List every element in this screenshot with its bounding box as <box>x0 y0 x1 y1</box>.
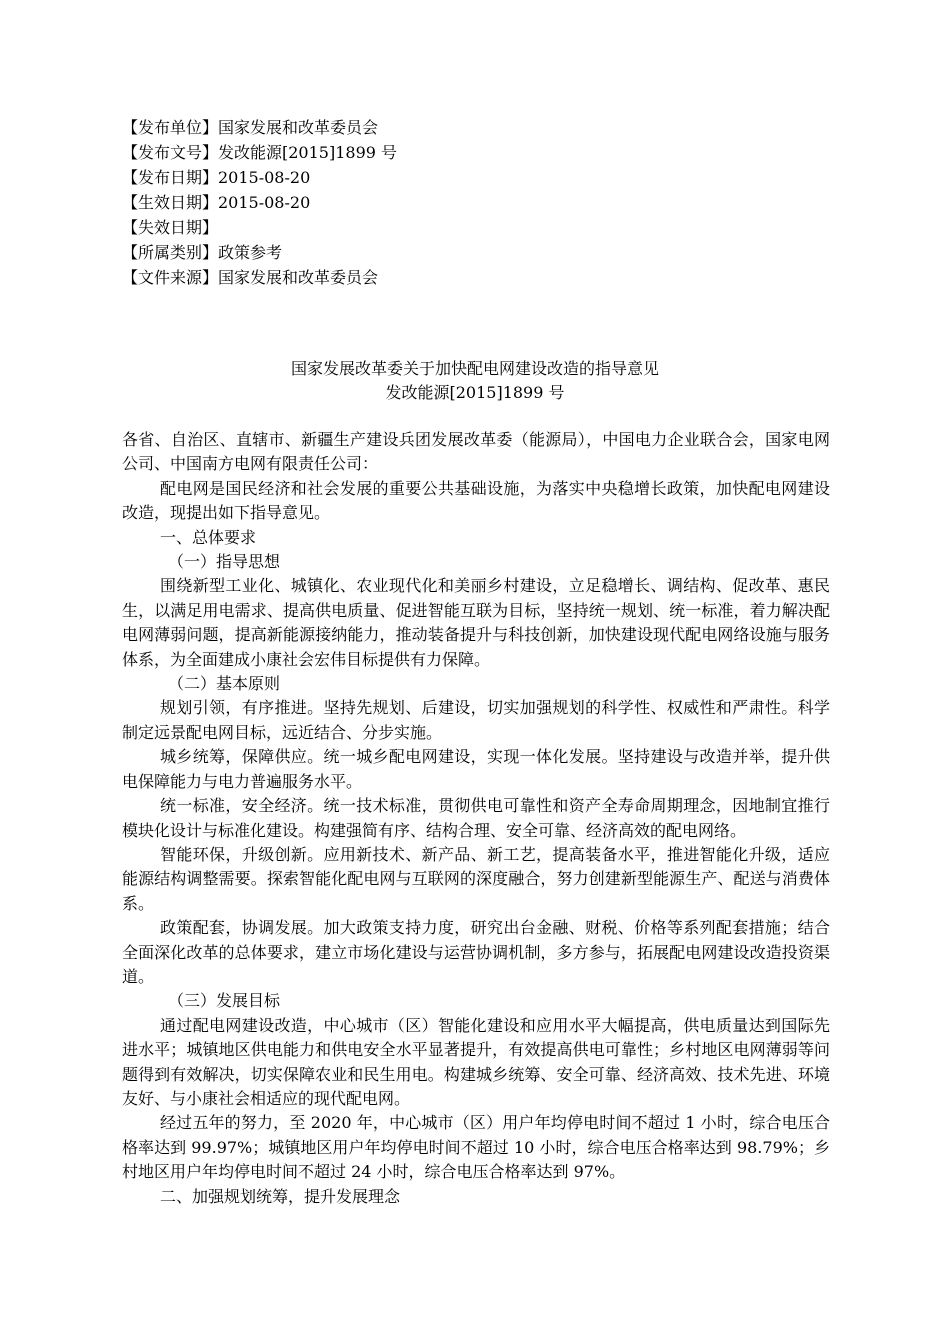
document-title-block <box>0 357 950 405</box>
subsection-heading-2: （二）基本原则 <box>168 674 281 694</box>
document-body <box>122 428 830 1209</box>
meta-source: 【文件来源】国家发展和改革委员会 <box>122 268 379 287</box>
paragraph-principle-3: 统一标准，安全经济。统一技术标准，贯彻供电可靠性和资产全寿命周期理念，因地制宜推行模块化设计与标准化建设。构建强简有序、结构合理、安全可靠、经济高效的配电网络。 <box>122 796 830 840</box>
paragraph-principle-2: 城乡统筹，保障供应。统一城乡配电网建设，实现一体化发展。坚持建设与改造并举，提升供电保障能力与电力普遍服务水平。 <box>122 747 830 791</box>
meta-category: 【所属类别】政策参考 <box>122 243 283 262</box>
paragraph-goals-2: 经过五年的努力，至 2020 年，中心城市（区）用户年均停电时间不超过 1 小时，综合电压合格率达到 99.97%；城镇地区用户年均停电时间不超过 10 小时，综合电压合格率达到 98.79%；乡村地区用户年均停电时间不超过 24 小时，综合电压合格率达到 97%。 <box>122 1113 830 1182</box>
subsection-heading-3: （三）发展目标 <box>168 991 281 1011</box>
meta-doc-number: 【发布文号】发改能源[2015]1899 号 <box>122 143 398 162</box>
paragraph-guiding-thought: 围绕新型工业化、城镇化、农业现代化和美丽乡村建设，立足稳增长、调结构、促改革、惠民生，以满足用电需求、提高供电质量、促进智能互联为目标，坚持统一规划、统一标准，着力解决配电网薄弱问题，提高新能源接纳能力，推动装备提升与科技创新，加快建设现代配电网络设施与服务体系，为全面建成小康社会宏伟目标提供有力保障。 <box>122 576 830 669</box>
paragraph-goals-1: 通过配电网建设改造，中心城市（区）智能化建设和应用水平大幅提高，供电质量达到国际先进水平；城镇地区供电能力和供电安全水平显著提升，有效提高供电可靠性；乡村地区电网薄弱等问题得到有效解决，切实保障农业和民生用电。构建城乡统筹、安全可靠、经济高效、技术先进、环境友好、与小康社会相适应的现代配电网。 <box>122 1015 830 1108</box>
meta-issuer: 【发布单位】国家发展和改革委员会 <box>122 118 379 137</box>
section-heading-1: 一、总体要求 <box>160 527 257 547</box>
paragraph-principle-1: 规划引领，有序推进。坚持先规划、后建设，切实加强规划的科学性、权威性和严肃性。科学制定远景配电网目标，远近结合、分步实施。 <box>122 698 830 742</box>
metadata-block <box>122 115 842 290</box>
paragraph-principle-5: 政策配套，协调发展。加大政策支持力度，研究出台金融、财税、价格等系列配套措施；结合全面深化改革的总体要求，建立市场化建设与运营协调机制，多方参与，拓展配电网建设改造投资渠道。 <box>122 918 830 986</box>
intro-paragraph: 配电网是国民经济和社会发展的重要公共基础设施，为落实中央稳增长政策，加快配电网建设改造，现提出如下指导意见。 <box>122 478 830 523</box>
subsection-heading-1: （一）指导思想 <box>168 552 281 572</box>
meta-effective-date: 【生效日期】2015-08-20 <box>122 193 311 212</box>
meta-expiry-date: 【失效日期】 <box>122 218 219 237</box>
document-number: 发改能源[2015]1899 号 <box>385 383 565 402</box>
document-title: 国家发展改革委关于加快配电网建设改造的指导意见 <box>290 359 659 378</box>
section-heading-2: 二、加强规划统筹，提升发展理念 <box>160 1186 401 1206</box>
addressee-paragraph: 各省、自治区、直辖市、新疆生产建设兵团发展改革委（能源局），中国电力企业联合会，国家电网公司、中国南方电网有限责任公司： <box>122 430 830 474</box>
paragraph-principle-4: 智能环保，升级创新。应用新技术、新产品、新工艺，提高装备水平，推进智能化升级，适应能源结构调整需要。探索智能化配电网与互联网的深度融合，努力创建新型能源生产、配送与消费体系。 <box>122 844 830 913</box>
meta-publish-date: 【发布日期】2015-08-20 <box>122 168 311 187</box>
